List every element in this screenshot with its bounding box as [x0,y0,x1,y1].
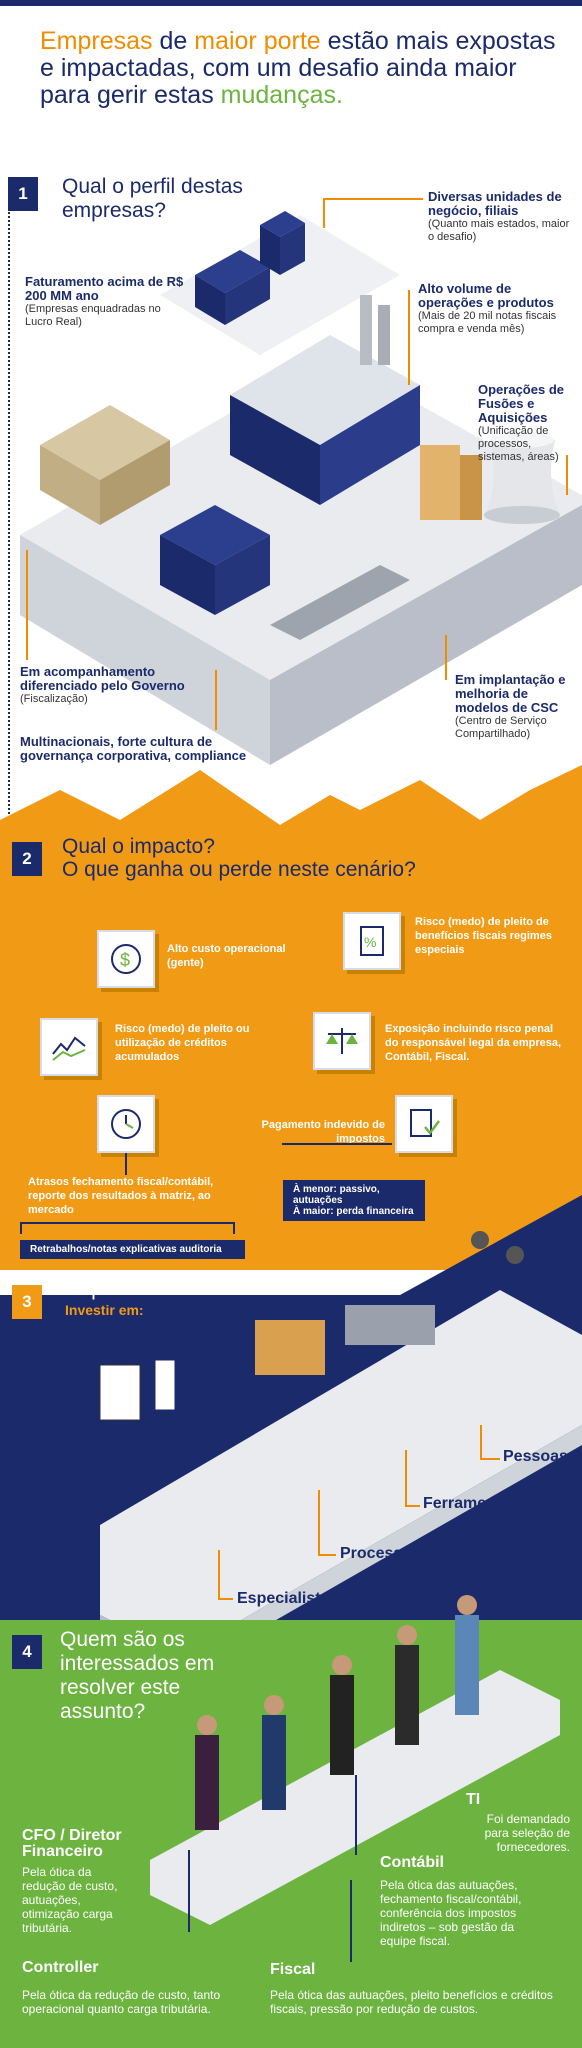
section-number-1: 1 [8,177,38,211]
connector-line [26,550,28,660]
connector-line [480,1425,500,1460]
label-revenue-head: Faturamento acima de R$ 200 MM ano [25,274,184,303]
role-accounting-desc: Pela ótica das autuações, fechamento fiscal/contábil, conferência dos impostos indiretos – sob gestão da equipe fiscal. [380,1878,522,1948]
label-business-units [428,190,578,244]
label-csc [455,673,580,741]
invest-specialists: Especialistas [237,1590,339,1607]
hero-title [40,28,560,109]
justice-scale-icon [324,1024,360,1058]
role-cfo-name: CFO / Diretor Financeiro [22,1827,122,1860]
connector-line [318,1490,336,1556]
section2-title-line1: Qual o impacto? [62,835,215,858]
invest-processes: Processos [340,1545,421,1562]
payment-outcome-higher: À maior: perda financeira [293,1206,414,1217]
section4-title: Quem são os interessados em resolver este assunto? [60,1628,215,1723]
role-accounting-name: Contábil [380,1854,444,1871]
connector-line [323,198,423,228]
money-growth-icon [108,941,144,977]
label-high-volume-sub: (Mais de 20 mil notas fiscais compra e venda mês) [418,310,557,335]
role-it-desc: Foi demandado para seleção de fornecedores. [484,1812,570,1854]
impact-penal-exposure: Exposição incluindo risco penal do responsável legal da empresa, Contábil, Fiscal. [385,1023,562,1063]
label-government-sub: (Fiscalização) [20,693,88,705]
label-multinationals: Multinacionais, forte cultura de governança corporativa, compliance [20,734,247,763]
chart-icon-tile [40,1018,98,1076]
role-it-name: TI [466,1791,481,1808]
section-number-2: 2 [12,842,42,876]
scale-icon-tile [313,1012,371,1070]
impact-undue-payment: Pagamento indevido de impostos [261,1119,385,1145]
role-controller-name: Controller [22,1959,99,1976]
hero-title-text-2: estão mais expostas e impactadas, com um desafio ainda maior para gerir estas [40,27,556,109]
audit-rework-bar: Retrabalhos/notas explicativas auditoria [20,1240,245,1259]
role-controller-desc: Pela ótica da redução de custo, tanto operacional quanto carga tributária. [22,1988,221,2016]
role-fiscal-name: Fiscal [270,1961,316,1978]
clock-icon [108,1106,144,1142]
svg-text:$: $ [120,950,131,970]
connector-line [350,1880,352,1962]
section4 [0,1560,582,2048]
section1 [0,165,582,763]
section-number-3: 3 [12,1285,42,1319]
boxes-stack [420,445,482,520]
section2-title-line2: O que ganha ou perde neste cenário? [62,858,416,881]
line-chart-icon [51,1032,87,1062]
svg-text:%: % [364,934,377,950]
money-icon-tile [97,930,155,988]
label-high-volume-head: Alto volume de operações e produtos [418,281,554,310]
top-accent-bar [0,0,582,6]
section-number-4: 4 [12,1635,42,1669]
connector-line [408,290,410,385]
label-mergers-head: Operações de Fusões e Aquisições [478,382,564,425]
label-government [20,665,220,706]
impact-closing-delays: Atrasos fechamento fiscal/contábil, reporte dos resultados à matriz, ao mercado [28,1176,214,1216]
connector-line [188,1850,190,1932]
connector-line [215,670,217,730]
label-mergers-sub: (Unificação de processos, sistemas, áreas) [478,425,559,463]
tax-document-icon [407,1107,441,1141]
hero-title-highlight: Empresas [40,27,153,55]
tax-doc-icon-tile [395,1095,453,1153]
clock-icon-tile [97,1095,155,1153]
section2 [0,750,582,1270]
label-revenue [25,275,185,329]
hero-title-green: mudanças. [220,81,343,109]
label-csc-sub: (Centro de Serviço Compartilhado) [455,715,547,740]
label-csc-head: Em implantação e melhoria de modelos de CSC [455,672,566,715]
hero-title-highlight-2: maior porte [194,27,321,55]
impact-benefits-risk: Risco (medo) de pleito de benefícios fiscais regimes especiais [415,916,552,956]
invest-tools: Ferramentas [423,1495,520,1512]
connector-line [566,455,568,495]
label-high-volume [418,282,578,336]
connector-line [355,1775,357,1855]
connector-line [282,1143,392,1145]
section3-subtitle: Investir em: [65,1302,144,1318]
label-business-units-sub: (Quanto mais estados, maior o desafio) [428,218,570,243]
role-cfo-desc: Pela ótica da redução de custo, autuações, otimização carga tributária. [22,1865,118,1935]
connector-line [445,635,447,680]
section1-title: Qual o perfil destas empresas? [62,175,243,222]
percent-doc-icon-tile [343,912,401,970]
hero-title-text: de [152,27,195,55]
label-government-head: Em acompanhamento diferenciado pelo Governo [20,664,185,693]
impact-credits-risk: Risco (medo) de pleito ou utilização de créditos acumulados [115,1023,250,1063]
role-fiscal-desc: Pela ótica das autuações, pleito benefícios e créditos fiscais, pressão por redução de custos. [270,1988,553,2016]
connector-line [125,1153,127,1175]
section3-title: O que fazer? [62,1277,184,1300]
label-mergers [478,383,578,464]
invest-people: Pessoas [503,1448,568,1465]
impact-high-cost: Alto custo operacional (gente) [167,943,286,969]
label-revenue-sub: (Empresas enquadradas no Lucro Real) [25,303,161,328]
payment-outcome-lower: À menor: passivo, autuações [293,1184,380,1206]
percent-document-icon [355,924,389,958]
label-business-units-head: Diversas unidades de negócio, filiais [428,189,562,218]
connector-line [405,1450,420,1507]
